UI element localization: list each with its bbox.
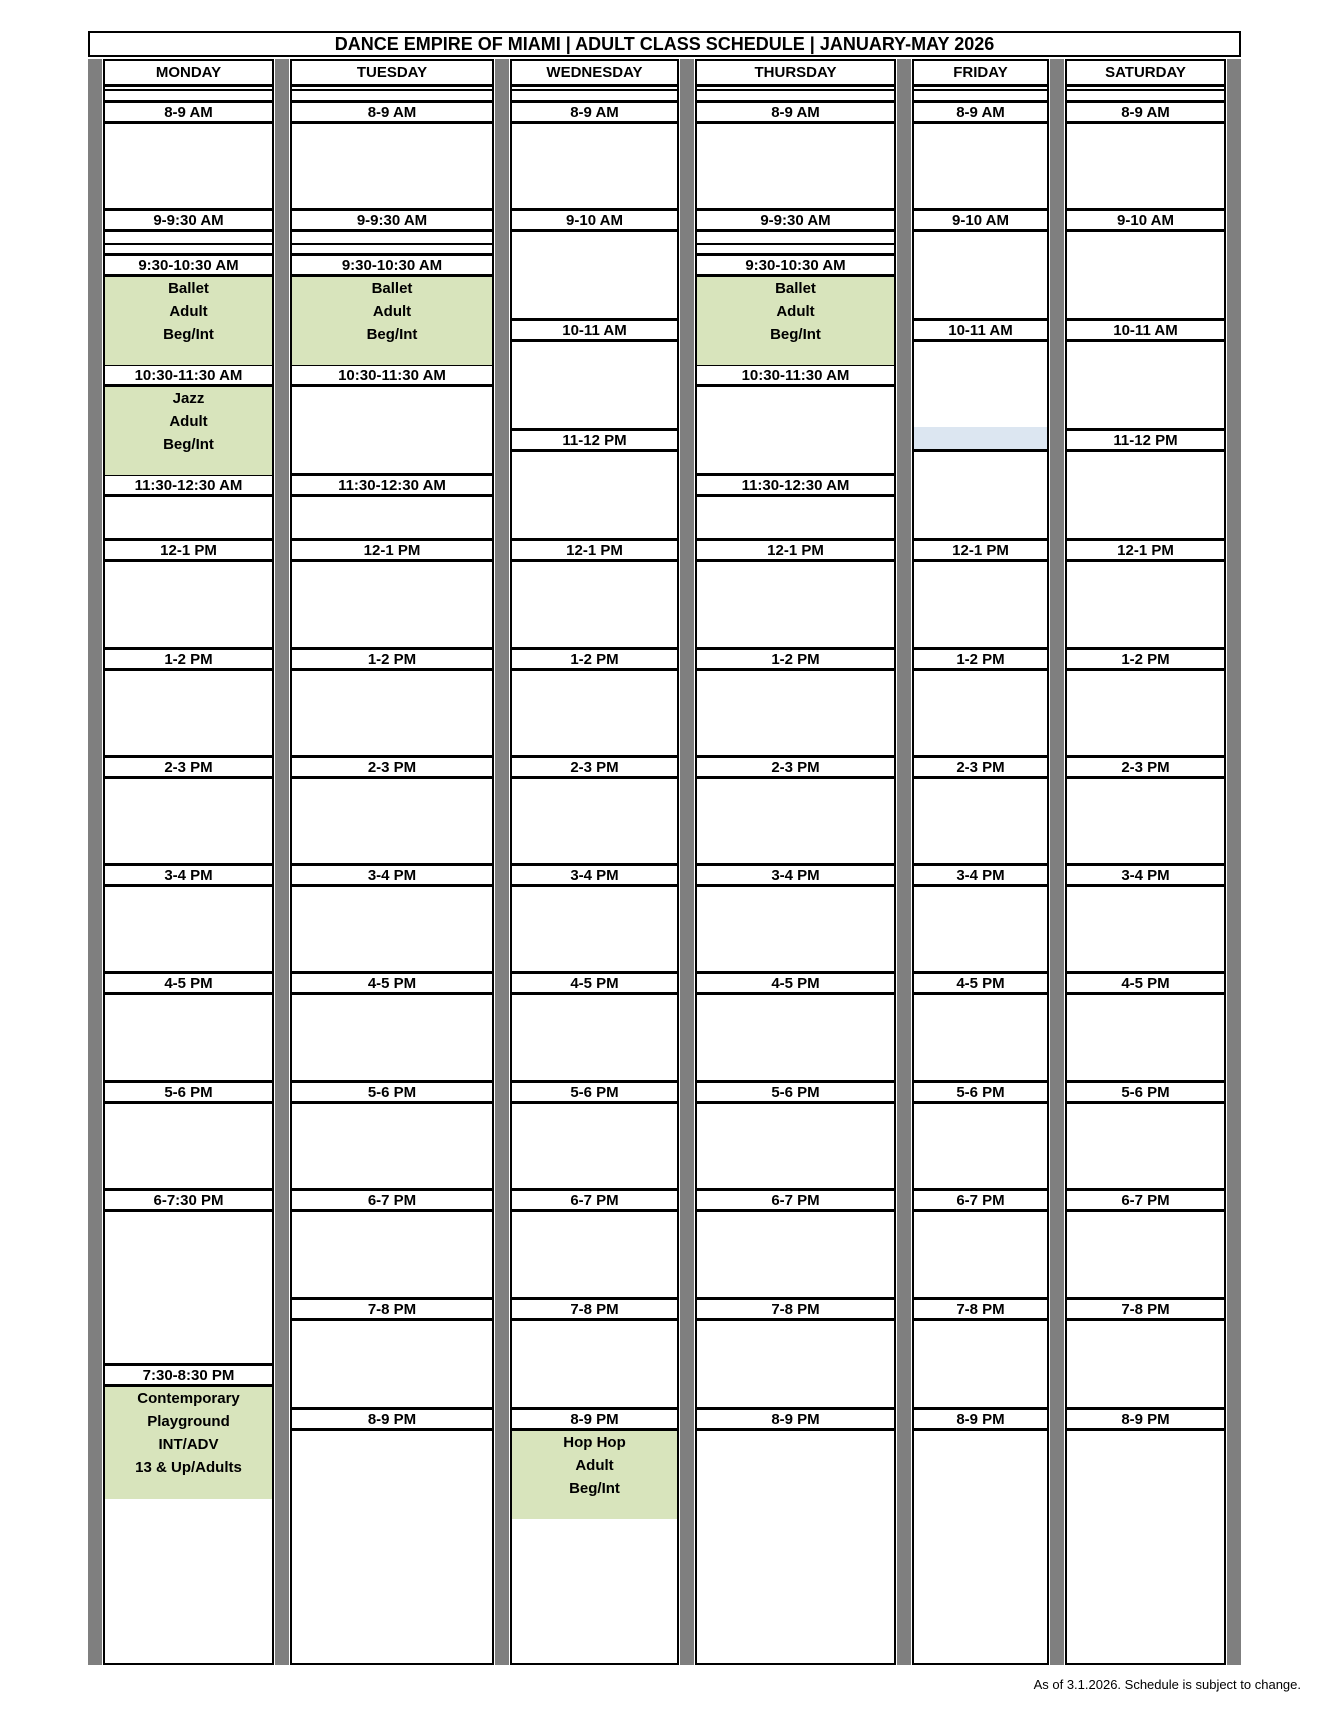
day-column-wednesday (510, 59, 679, 1665)
time-slot-label: 5-6 PM (1067, 1080, 1224, 1104)
time-slot-label: 6-7 PM (512, 1188, 677, 1212)
day-header-wednesday: WEDNESDAY (512, 61, 677, 87)
time-slot-label: 3-4 PM (105, 863, 272, 887)
class-text-line: Adult (169, 303, 208, 320)
time-slot-label: 9-10 AM (512, 208, 677, 232)
time-slot-label: 3-4 PM (512, 863, 677, 887)
time-slot-label: 8-9 AM (1067, 100, 1224, 124)
blank-row-divider (105, 89, 272, 91)
column-divider (680, 59, 694, 1665)
time-slot-label: 12-1 PM (512, 538, 677, 562)
time-slot-label: 8-9 AM (105, 100, 272, 124)
blank-row-divider (697, 89, 894, 91)
time-slot-label: 9:30-10:30 AM (292, 253, 492, 277)
time-slot-label: 10-11 AM (512, 318, 677, 342)
class-text-line: Playground (147, 1413, 230, 1430)
time-slot-label: 1-2 PM (914, 647, 1047, 671)
time-slot-label: 4-5 PM (697, 971, 894, 995)
class-text-line: Jazz (172, 390, 205, 407)
time-slot-label: 3-4 PM (914, 863, 1047, 887)
blank-row-divider (697, 243, 894, 245)
time-slot-label: 2-3 PM (292, 755, 492, 779)
column-divider (897, 59, 911, 1665)
highlighted-empty-cell (914, 427, 1047, 449)
time-slot-label: 8-9 AM (697, 100, 894, 124)
time-slot-label: 8-9 AM (292, 100, 492, 124)
time-slot-label: 3-4 PM (697, 863, 894, 887)
class-text-line: Adult (169, 413, 208, 430)
blank-row-divider (1067, 89, 1224, 91)
class-text-line: Ballet (775, 280, 816, 297)
time-slot-label: 8-9 PM (292, 1407, 492, 1431)
blank-row-divider (914, 89, 1047, 91)
time-slot-label: 8-9 PM (697, 1407, 894, 1431)
column-divider (495, 59, 509, 1665)
time-slot-label: 1-2 PM (697, 647, 894, 671)
column-divider (88, 59, 102, 1665)
blank-row-divider (512, 89, 677, 91)
time-slot-label: 6-7 PM (697, 1188, 894, 1212)
time-slot-label: 10:30-11:30 AM (105, 363, 272, 387)
class-block[interactable] (105, 277, 272, 365)
time-slot-label: 12-1 PM (697, 538, 894, 562)
time-slot-label: 5-6 PM (292, 1080, 492, 1104)
class-block[interactable] (105, 387, 272, 475)
blank-row-divider (292, 89, 492, 91)
time-slot-label: 5-6 PM (105, 1080, 272, 1104)
time-slot-label: 6-7:30 PM (105, 1188, 272, 1212)
blank-row-divider (105, 243, 272, 245)
time-slot-label: 2-3 PM (697, 755, 894, 779)
class-text-line: Hop Hop (563, 1434, 626, 1451)
day-column-friday (912, 59, 1049, 1665)
time-slot-label: 8-9 PM (512, 1407, 677, 1431)
time-slot-label: 12-1 PM (105, 538, 272, 562)
time-slot-label: 7-8 PM (914, 1297, 1047, 1321)
class-text-line: Beg/Int (366, 326, 418, 343)
time-slot-label: 5-6 PM (914, 1080, 1047, 1104)
class-text-line: Ballet (371, 280, 413, 297)
blank-row-divider (292, 243, 492, 245)
class-block[interactable] (512, 1431, 677, 1519)
time-slot-label: 1-2 PM (512, 647, 677, 671)
time-slot-label: 8-9 AM (512, 100, 677, 124)
time-slot-label: 12-1 PM (1067, 538, 1224, 562)
class-block[interactable] (105, 1387, 272, 1499)
time-slot-label: 3-4 PM (1067, 863, 1224, 887)
time-slot-label: 2-3 PM (914, 755, 1047, 779)
class-text-line: Beg/Int (770, 326, 821, 343)
schedule-title: DANCE EMPIRE OF MIAMI | ADULT CLASS SCHEDULE | JANUARY-MAY 2026 (88, 31, 1241, 57)
time-slot-label: 10-11 AM (914, 318, 1047, 342)
time-slot-label: 7-8 PM (697, 1297, 894, 1321)
time-slot-label: 11:30-12:30 AM (697, 473, 894, 497)
time-slot-label: 11-12 PM (512, 428, 677, 452)
time-slot-label: 5-6 PM (697, 1080, 894, 1104)
time-slot-label: 8-9 AM (914, 100, 1047, 124)
day-column-saturday (1065, 59, 1226, 1665)
time-slot-label: 9-9:30 AM (292, 208, 492, 232)
day-header-saturday: SATURDAY (1067, 61, 1224, 87)
day-header-thursday: THURSDAY (697, 61, 894, 87)
time-slot-label: 10:30-11:30 AM (697, 363, 894, 387)
time-slot-label: 7-8 PM (292, 1297, 492, 1321)
time-slot-label: 1-2 PM (292, 647, 492, 671)
time-slot-label: 8-9 PM (914, 1407, 1047, 1431)
schedule-footnote: As of 3.1.2026. Schedule is subject to change. (1033, 1677, 1301, 1692)
time-slot-label: 2-3 PM (512, 755, 677, 779)
class-text-line: Ballet (168, 280, 209, 297)
time-slot-label: 8-9 PM (1067, 1407, 1224, 1431)
time-slot-label: 4-5 PM (914, 971, 1047, 995)
time-slot-label: 2-3 PM (1067, 755, 1224, 779)
time-slot-label: 6-7 PM (1067, 1188, 1224, 1212)
column-divider (275, 59, 289, 1665)
time-slot-label: 1-2 PM (1067, 647, 1224, 671)
time-slot-label: 4-5 PM (105, 971, 272, 995)
time-slot-label: 12-1 PM (914, 538, 1047, 562)
class-text-line: Contemporary (137, 1390, 240, 1407)
day-header-monday: MONDAY (105, 61, 272, 87)
class-text-line: Adult (372, 303, 412, 320)
time-slot-label: 9:30-10:30 AM (105, 253, 272, 277)
time-slot-label: 11:30-12:30 AM (105, 473, 272, 497)
time-slot-label: 1-2 PM (105, 647, 272, 671)
time-slot-label: 9:30-10:30 AM (697, 253, 894, 277)
time-slot-label: 3-4 PM (292, 863, 492, 887)
column-divider (1227, 59, 1241, 1665)
time-slot-label: 4-5 PM (292, 971, 492, 995)
time-slot-label: 12-1 PM (292, 538, 492, 562)
class-text-line: Beg/Int (163, 436, 214, 453)
time-slot-label: 6-7 PM (292, 1188, 492, 1212)
column-divider (1050, 59, 1064, 1665)
time-slot-label: 10:30-11:30 AM (292, 363, 492, 387)
day-column-monday (103, 59, 274, 1665)
time-slot-label: 9-9:30 AM (697, 208, 894, 232)
class-text-line: Adult (575, 1457, 614, 1474)
class-block[interactable] (292, 277, 492, 365)
time-slot-label: 7-8 PM (512, 1297, 677, 1321)
day-header-friday: FRIDAY (914, 61, 1047, 87)
time-slot-label: 11-12 PM (1067, 428, 1224, 452)
time-slot-label: 7:30-8:30 PM (105, 1363, 272, 1387)
class-text-line: Beg/Int (163, 326, 214, 343)
time-slot-label: 9-9:30 AM (105, 208, 272, 232)
time-slot-label: 4-5 PM (1067, 971, 1224, 995)
class-text-line: Adult (776, 303, 815, 320)
time-slot-label: 9-10 AM (914, 208, 1047, 232)
class-text-line: INT/ADV (158, 1436, 219, 1453)
time-slot-label: 10-11 AM (1067, 318, 1224, 342)
day-column-thursday (695, 59, 896, 1665)
class-text-line: 13 & Up/Adults (135, 1459, 242, 1476)
time-slot-label: 6-7 PM (914, 1188, 1047, 1212)
day-column-tuesday (290, 59, 494, 1665)
time-slot-label: 9-10 AM (1067, 208, 1224, 232)
day-header-tuesday: TUESDAY (292, 61, 492, 87)
time-slot-label: 11:30-12:30 AM (292, 473, 492, 497)
class-block[interactable] (697, 277, 894, 365)
time-slot-label: 4-5 PM (512, 971, 677, 995)
time-slot-label: 2-3 PM (105, 755, 272, 779)
time-slot-label: 5-6 PM (512, 1080, 677, 1104)
class-text-line: Beg/Int (569, 1480, 620, 1497)
time-slot-label: 7-8 PM (1067, 1297, 1224, 1321)
